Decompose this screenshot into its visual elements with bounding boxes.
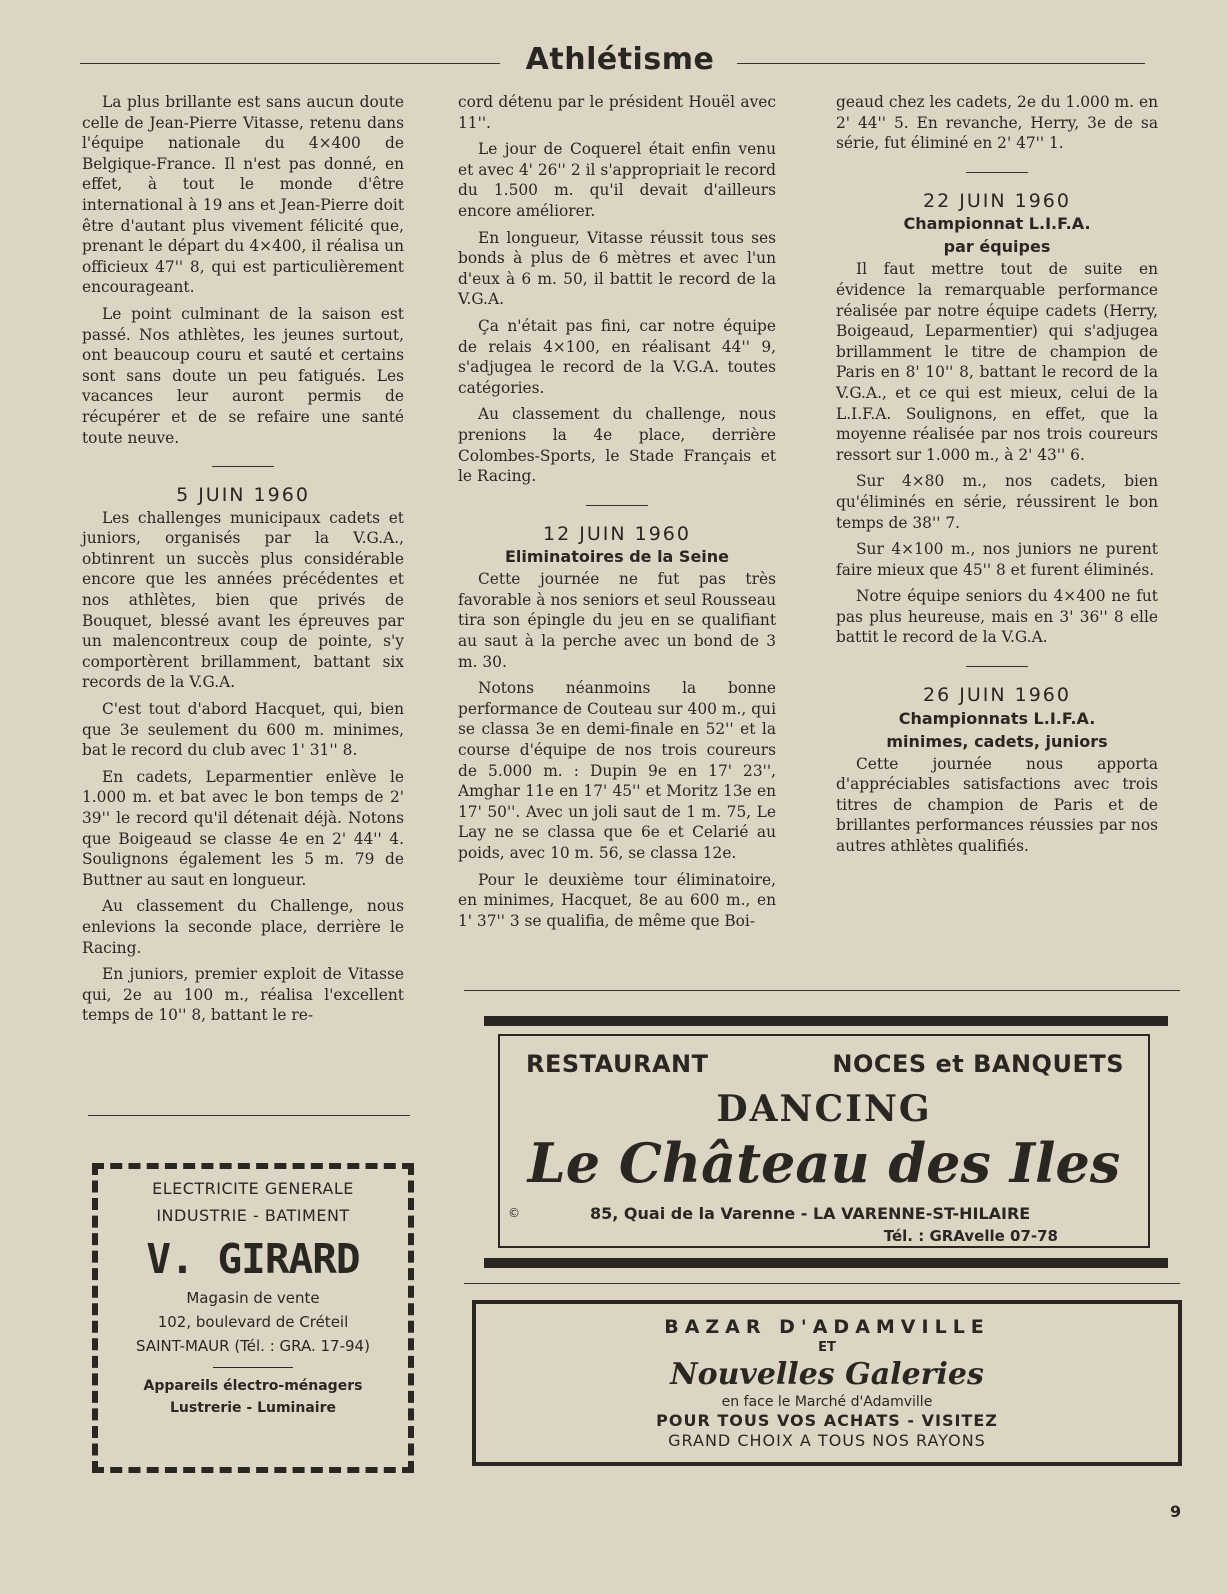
girard-rule <box>213 1367 293 1368</box>
col3-continuation: geaud chez les cadets, 2e du 1.000 m. en 2' 44'' 5. En revanche, Herry, 3e de sa série, fut éliminé en 2' 47'' 1. <box>836 93 1158 153</box>
col2-paragraph: Cette journée ne fut pas très favorable à nos seniors et seul Rousseau tira son épingle du jeu en se qualifiant au saut à la perche avec un bond de 3 m. 30. <box>458 570 776 671</box>
col3-paragraph: Il faut mettre tout de suite en évidence la remarquable performance réalisée par notre équipe cadets (Herry, Boigeaud, Leparmentier) qui s'adjugea brillamment le titre de champion de Paris en 8' 10'' 8, battant le record de la V.G.A., et ce qui est mieux, celui de la L.I.F.A. Soulignons, en effet, que la moyenne réalisée par nos trois coureurs ressort sur 1.000 m., à 2' 43'' 6. <box>836 260 1158 464</box>
col1-date-heading: 5 JUIN 1960 <box>176 484 310 507</box>
chateau-restaurant: RESTAURANT <box>526 1050 709 1078</box>
col3-separator <box>966 666 1028 667</box>
col3-date-heading-1: 22 JUIN 1960 <box>923 189 1071 212</box>
column-3 <box>836 92 1158 863</box>
col2-paragraph: Pour le deuxième tour éliminatoire, en minimes, Hacquet, 8e au 600 m., en 1' 37'' 3 se qualifia, de même que Boi- <box>458 870 776 930</box>
chateau-top-bar <box>484 1016 1168 1026</box>
girard-line-7: Appareils électro-ménagers <box>143 1378 363 1394</box>
chateau-box <box>498 1034 1150 1248</box>
col1-paragraph: C'est tout d'abord Hacquet, qui, bien que 3e seulement du 600 m. minimes, bat le record du club avec 1' 31'' 8. <box>82 700 404 760</box>
col3-subtitle-1b: par équipes <box>943 237 1051 257</box>
column-1 <box>82 92 404 1032</box>
col3-subtitle-2b: minimes, cadets, juniors <box>886 731 1108 751</box>
col1-intro-2: Le point culminant de la saison est passé. Nos athlètes, les jeunes surtout, ont beaucoup couru et sauté et certains sont sans doute un peu fatigués. Les vacances leur auront permis de récupérer et de se refaire une santé toute neuve. <box>82 304 404 447</box>
bazar-line-1: BAZAR D'ADAMVILLE <box>664 1316 990 1338</box>
header-rule-right <box>737 63 1145 64</box>
girard-line-6: SAINT-MAUR (Tél. : GRA. 17-94) <box>136 1337 370 1355</box>
col1-intro-1: La plus brillante est sans aucun doute celle de Jean-Pierre Vitasse, retenu dans l'équipe nationale du 4×400 de Belgique-France. Il n'est pas donné, en effet, à tout le monde d'être international à 19 ans et Jean-Pierre doit être d'autant plus vivement félicité que, prenant le départ du 4×400, il réalisa un officieux 47'' 8, qui est particulièrement encourageant. <box>82 93 404 297</box>
col2-paragraph: En longueur, Vitasse réussit tous ses bonds à plus de 6 mètres et avec l'un d'eux à 6 m. 50, il battit le record de la V.G.A. <box>458 228 776 309</box>
chateau-bottom-bar <box>484 1258 1168 1268</box>
col2-date-heading: 12 JUIN 1960 <box>543 522 691 545</box>
divider-above-girard-ad <box>88 1115 410 1116</box>
chateau-address: 85, Quai de la Varenne - LA VARENNE-ST-HILAIRE <box>590 1204 1031 1223</box>
column-2 <box>458 92 776 937</box>
bazar-line-5: POUR TOUS VOS ACHATS - VISITEZ <box>656 1411 998 1430</box>
col1-separator <box>212 466 274 467</box>
girard-line-1: ELECTRICITE GENERALE <box>152 1179 354 1198</box>
girard-line-8: Lustrerie - Luminaire <box>170 1400 336 1416</box>
col2-paragraph: Notons néanmoins la bonne performance de Couteau sur 400 m., qui se classa 3e en demi-finale en 52'' et la course d'équipe de nos trois coureurs de 5.000 m. : Dupin 9e en 17' 23'', Amghar 11e en 17' 45'' et Moritz 13e en 17' 50''. Avec un joli saut de 1 m. 75, Le Lay ne se classa que 6e et Celarié au poids, avec 10 m. 56, se classa 12e. <box>458 679 776 862</box>
col3-paragraph: Sur 4×100 m., nos juniors ne purent faire mieux que 45'' 8 et furent éliminés. <box>836 540 1158 579</box>
col3-paragraph: Sur 4×80 m., nos cadets, bien qu'éliminés en série, réussirent le bon temps de 38'' 7. <box>836 472 1158 532</box>
col2-subtitle: Eliminatoires de la Seine <box>504 547 730 567</box>
chateau-name: Le Château des Iles <box>527 1131 1121 1195</box>
ad-girard <box>92 1163 414 1473</box>
col2-paragraph: Au classement du challenge, nous prenions la 4e place, derrière Colombes-Sports, le Stade Français et le Racing. <box>458 405 776 486</box>
ad-chateau <box>484 1016 1168 1268</box>
bazar-line-4: en face le Marché d'Adamville <box>721 1394 933 1410</box>
girard-line-4: Magasin de vente <box>186 1289 320 1307</box>
col3-subtitle-2a: Championnats L.I.F.A. <box>898 708 1096 728</box>
bazar-line-6: GRAND CHOIX A TOUS NOS RAYONS <box>668 1431 986 1450</box>
girard-line-2: INDUSTRIE - BATIMENT <box>156 1206 350 1225</box>
col2-separator <box>586 505 648 506</box>
col2-paragraph: Le jour de Coquerel était enfin venu et avec 4' 26'' 2 il s'appropriait le record du 1.500 m. qu'il devait d'ailleurs encore améliorer. <box>458 140 776 220</box>
col1-paragraph: En cadets, Leparmentier enlève le 1.000 m. et bat avec le bon temps de 2' 39'' le record qu'il détenait déjà. Notons que Boigeaud se classe 4e en 2' 44'' 4. Soulignons également les 5 m. 79 de Buttner au saut en longueur. <box>82 767 404 889</box>
divider-between-ads <box>464 1283 1180 1284</box>
chateau-dancing: DANCING <box>716 1088 932 1130</box>
section-title: Athlétisme <box>525 42 715 77</box>
girard-line-5: 102, boulevard de Créteil <box>157 1313 349 1331</box>
bazar-line-3: Nouvelles Galeries <box>670 1357 984 1392</box>
col1-paragraph: Les challenges municipaux cadets et juniors, organisés par la V.G.A., obtinrent un succès plus considérable encore que les années précédentes et nos athlètes, bien que privés de Bouquet, blessé avant les épreuves par un malencontreux coup de pointe, s'y comportèrent brillamment, battant six records de la V.G.A. <box>82 508 404 692</box>
col3-subtitle-1a: Championnat L.I.F.A. <box>903 214 1091 234</box>
col1-paragraph: Au classement du Challenge, nous enlevions la seconde place, derrière le Racing. <box>82 897 404 957</box>
girard-name: V. GIRARD <box>146 1235 360 1283</box>
bazar-line-2: ET <box>818 1340 836 1355</box>
chateau-copyright-icon: © <box>508 1206 520 1220</box>
col1-paragraph: En juniors, premier exploit de Vitasse qui, 2e au 100 m., réalisa l'excellent temps de 10'' 8, battant le re- <box>82 965 404 1025</box>
chateau-noces: NOCES et BANQUETS <box>832 1050 1124 1078</box>
col3-date-heading-2: 26 JUIN 1960 <box>923 684 1071 707</box>
col3-separator <box>966 172 1028 173</box>
header-rule-left <box>80 63 500 64</box>
ad-bazar <box>472 1300 1182 1466</box>
chateau-telephone: Tél. : GRAvelle 07-78 <box>883 1227 1058 1245</box>
col2-continuation: cord détenu par le président Houël avec 11''. <box>458 93 776 132</box>
col3-paragraph: Cette journée nous apporta d'appréciables satisfactions avec trois titres de champion de Paris et de brillantes performances réussies par nos autres athlètes qualifiés. <box>836 754 1158 856</box>
page-number: 9 <box>1170 1502 1182 1521</box>
col3-paragraph: Notre équipe seniors du 4×400 ne fut pas plus heureuse, mais en 3' 36'' 8 elle battit le record de la V.G.A. <box>836 587 1158 647</box>
col2-paragraph: Ça n'était pas fini, car notre équipe de relais 4×100, en réalisant 44'' 9, s'adjugea le record de la V.G.A. toutes catégories. <box>458 316 776 397</box>
divider-above-ads-right <box>464 990 1180 991</box>
